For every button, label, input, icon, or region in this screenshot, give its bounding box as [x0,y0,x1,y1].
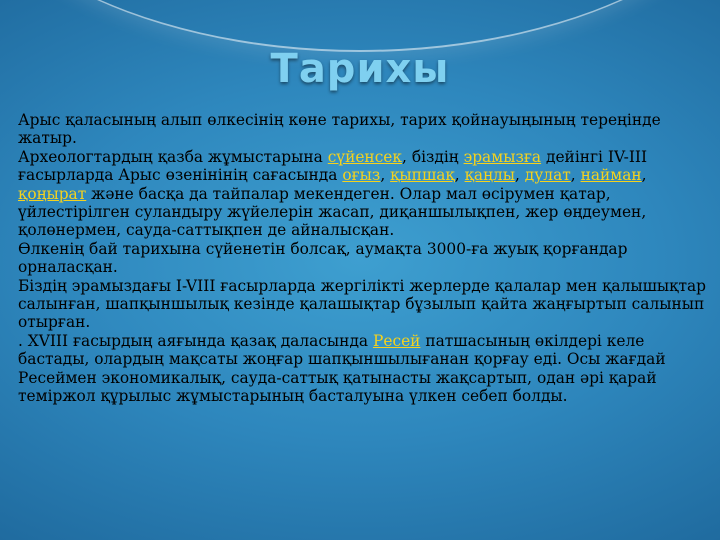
text-segment: дейінгі IV-III ғасырларда Арыс өзенінінің сағасында [18,147,648,185]
link-naiman[interactable]: найман [580,166,642,185]
paragraph-cities: Біздің эрамыздағы I-VIII ғасырларда жергілікті жерлерде қалалар мен қалышықтар салынған, шапқыншылық кезінде қалашықтар бұзылып қайта жаңғыртып салынып отырған. [18,276,707,332]
text-segment: . XVIII ғасырдың аяғында қазақ даласында [18,331,373,350]
text-segment: , [514,166,525,185]
text-segment: Археологтардың қазба жұмыстарына [18,147,328,166]
text-segment: , [641,166,647,185]
text-segment: патшасының өкілдері келе бастады, олардың мақсаты жоңғар шапқыншылығанан қорғау еді. Осы жағдай Ресеймен экономикалық, сауда-саттық қатынасты жақсартып, одан әрі қарай теміржол құрылыс жұмыстарының басталуына үлкен себеп болды. [18,331,666,406]
paragraph-archaeology [18,148,708,240]
slide-title: Тарихы [270,46,450,92]
slide-body [18,111,708,406]
text-segment: , [380,166,391,185]
text-segment: , [570,166,581,185]
paragraph-russia [18,332,708,406]
link-suyensek[interactable]: сүйенсек [327,147,403,166]
decorative-arc [0,0,720,52]
text-segment: , біздің [402,147,464,166]
link-kangly[interactable]: қаңлы [464,166,515,185]
text-segment: және басқа да тайпалар мекендеген. Олар мал өсірумен қатар, үйлестірілген суландыру жүйелерін жасап, диқаншылықпен, жер өңдеумен, қолөнермен, сауда-саттықпен де айналысқан. [18,184,647,240]
link-dulat[interactable]: дулат [524,166,571,185]
paragraph-intro: Арыс қаласының алып өлкесінің көне тарихы, тарих қойнауыңының тереңінде жатыр. [18,111,661,148]
paragraph-kurgans: Өлкенің бай тарихына сүйенетін болсақ, аумақта 3000-ға жуық қорғандар орналасқан. [18,239,628,277]
link-resei[interactable]: Ресей [372,331,421,350]
link-konyrat[interactable]: қоңырат [18,184,87,203]
text-segment: , [454,166,465,185]
link-kypshak[interactable]: қыпшақ [390,166,455,185]
link-eramyzga[interactable]: эрамызға [463,147,542,166]
link-oguz[interactable]: оғыз [342,166,381,185]
